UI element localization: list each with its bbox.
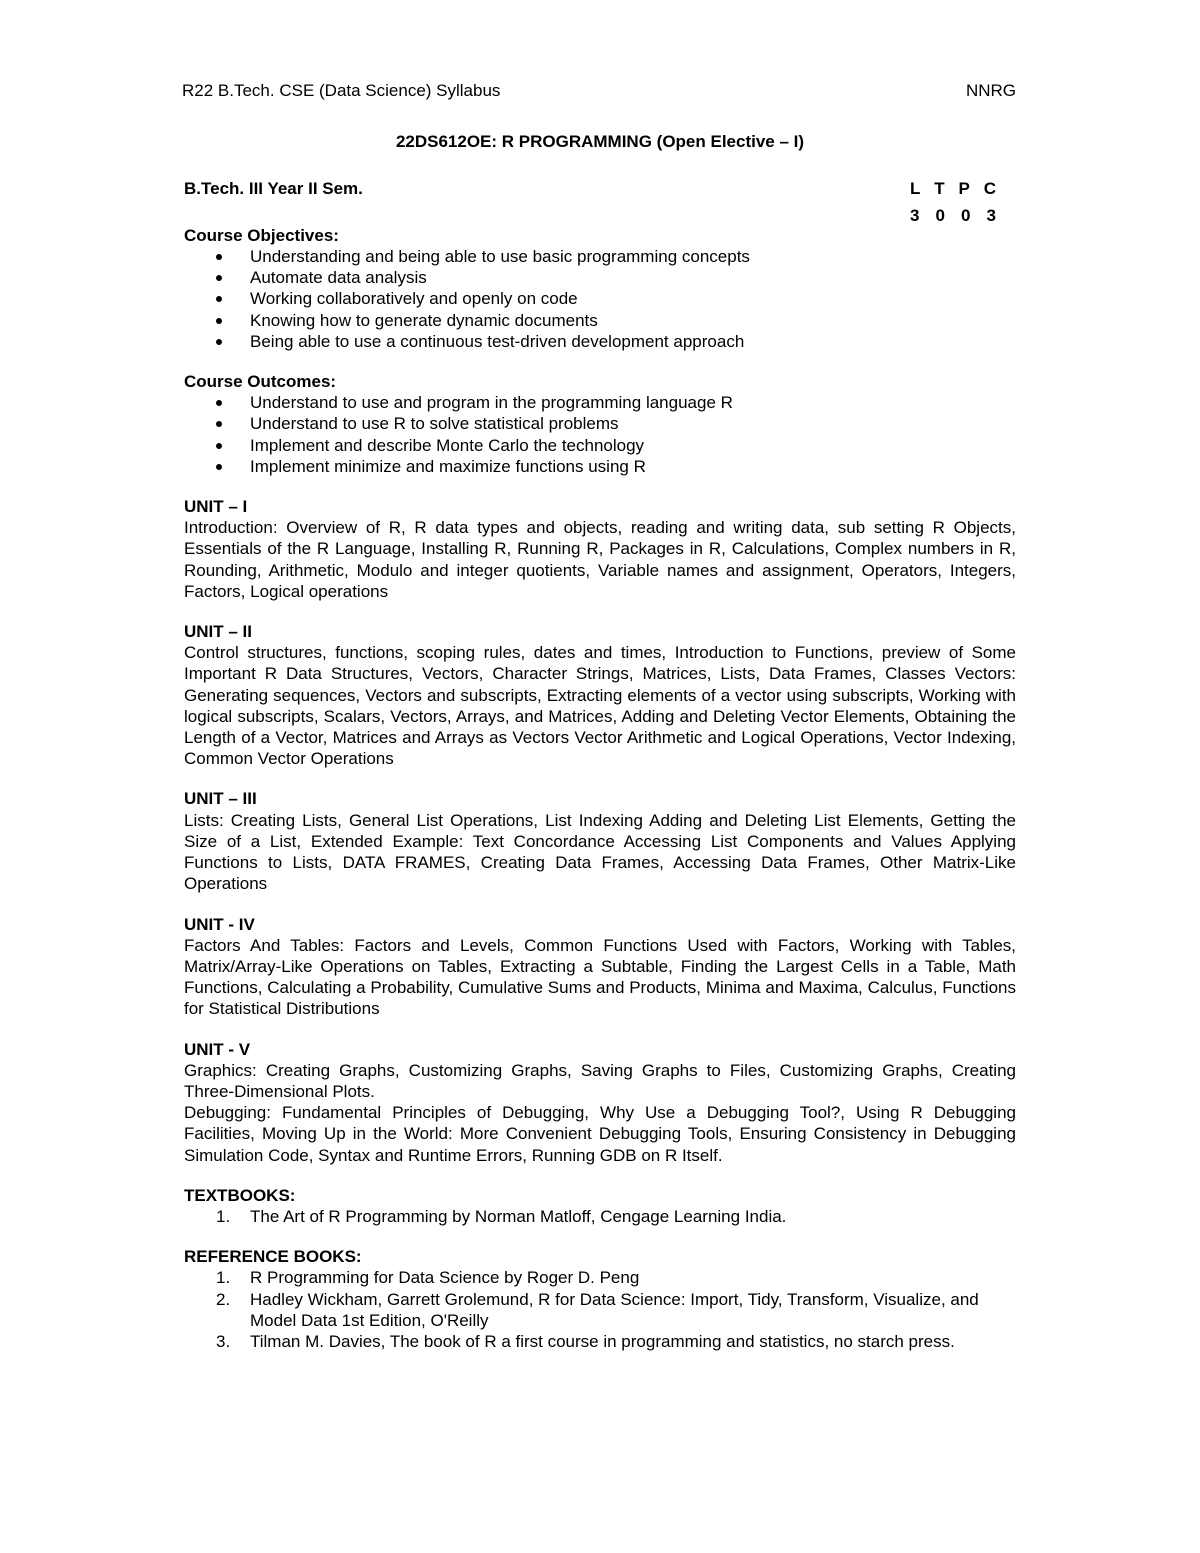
year-row [184,178,1016,225]
unit-text: Control structures, functions, scoping rules, dates and times, Introduction to Functions, preview of Some Important R Data Structures, Vectors, Character Strings, Matrices, Lists, Data Frames, Classes Vectors: Generating sequences, Vectors and subscripts, Extracting elements of a vector using subscripts, Working with logical subscripts, Scalars, Vectors, Arrays, and Matrices, Adding and Deleting Vector Elements, Obtaining the Length of a Vector, Matrices and Arrays as Vectors Vector Arithmetic and Logical Operations, Vector Indexing, Common Vector Operations [184,643,1016,769]
unit-text: Graphics: Creating Graphs, Customizing Graphs, Saving Graphs to Files, Customizing Graphs, Creating Three-Dimensional Plots. [184,1060,1016,1101]
reference-text: Hadley Wickham, Garrett Grolemund, R for Data Science: Import, Tidy, Transform, Visualize, and Model Data 1st Edition, O'Reilly [250,1289,979,1330]
reference-text: R Programming for Data Science by Roger D. Peng [250,1268,640,1288]
unit-text: Factors And Tables: Factors and Levels, Common Functions Used with Factors, Working with Tables, Matrix/Array-Like Operations on Tables, Extracting a Subtable, Finding the Largest Cells in a Table, Math Functions, Calculating a Probability, Cumulative Sums and Products, Minima and Maxima, Calculus, Functions for Statistical Distributions [184,935,1016,1019]
header-right: NNRG [965,81,1016,100]
objectives-heading: Course Objectives: [184,225,339,245]
list-item: Implement and describe Monte Carlo the technology [184,435,1016,456]
ltpc-heads [910,178,996,199]
references-list [184,1267,1016,1352]
page-header [182,80,1016,101]
list-item: 3. Tilman M. Davies, The book of R a first course in programming and statistics, no starch press. [216,1331,955,1351]
header-left: R22 B.Tech. CSE (Data Science) Syllabus [182,81,501,100]
textbooks-section [184,1185,1016,1227]
ltpc-head: L [910,179,921,199]
textbooks-heading: TEXTBOOKS: [184,1185,296,1205]
unit-5-section [184,1039,1016,1166]
course-title: 22DS612OE: R PROGRAMMING (Open Elective – I) [395,132,805,152]
list-item: Working collaboratively and openly on code [184,288,1016,309]
unit-heading: UNIT – I [184,497,248,517]
textbook-text: The Art of R Programming by Norman Matloff, Cengage Learning India. [250,1206,787,1226]
list-item: 2. Hadley Wickham, Garrett Grolemund, R for Data Science: Import, Tidy, Transform, Visualize, and Model Data 1st Edition, O'Reilly [216,1289,979,1330]
list-item: Being able to use a continuous test-driven development approach [184,331,1016,352]
list-item: Implement minimize and maximize functions using R [184,456,1016,477]
references-heading: REFERENCE BOOKS: [184,1247,362,1267]
ltpc-head: C [983,179,996,199]
unit-text: Introduction: Overview of R, R data types and objects, reading and writing data, sub setting R Objects, Essentials of the R Language, Installing R, Running R, Packages in R, Calculations, Complex numbers in R, Rounding, Arithmetic, Modulo and integer quotients, Variable names and assignment, Operators, Integers, Factors, Logical operations [184,518,1016,601]
unit-heading: UNIT – III [184,789,257,809]
reference-text: Tilman M. Davies, The book of R a first course in programming and statistics, no starch press. [250,1331,955,1351]
unit-text-debugging: Debugging: Fundamental Principles of Debugging, Why Use a Debugging Tool?, Using R Debugging Facilities, Moving Up in the World: More Convenient Debugging Tools, Ensuring Consistency in Debugging Simulation Code, Syntax and Runtime Errors, Running GDB on R Itself. [184,1103,1016,1165]
ltpc-values [910,205,996,226]
list-item: Automate data analysis [184,267,1016,288]
list-item: 1. The Art of R Programming by Norman Matloff, Cengage Learning India. [216,1206,787,1226]
ltpc-table [910,178,996,225]
ltpc-head: P [958,179,970,199]
ltpc-value: 3 [910,205,920,225]
objectives-list [184,246,1016,352]
outcomes-heading: Course Outcomes: [184,372,337,392]
ltpc-value: 3 [986,205,996,225]
list-item: Understanding and being able to use basic programming concepts [184,246,1016,267]
list-item: Understand to use and program in the programming language R [184,392,1016,413]
textbooks-list [184,1206,1016,1227]
unit-heading: UNIT - IV [184,914,255,934]
list-item: Knowing how to generate dynamic documents [184,310,1016,331]
unit-text: Lists: Creating Lists, General List Operations, List Indexing Adding and Deleting List Elements, Getting the Size of a List, Extended Example: Text Concordance Accessing List Components and Values Applying Functions to Lists, DATA FRAMES, Creating Data Frames, Accessing Data Frames, Other Matrix-Like Operations [184,810,1016,894]
ltpc-value: 0 [961,205,971,225]
unit-heading: UNIT - V [184,1039,251,1059]
outcomes-list [184,392,1016,477]
unit-2-section [184,621,1016,769]
objectives-section [184,225,1016,352]
unit-heading: UNIT – II [184,622,253,642]
list-item: 1. R Programming for Data Science by Roger D. Peng [216,1268,640,1288]
ltpc-head: T [934,179,945,199]
unit-1-section [184,496,1016,602]
unit-4-section [184,914,1016,1020]
unit-3-section [184,788,1016,894]
syllabus-page [184,80,1016,1352]
ltpc-value: 0 [935,205,945,225]
references-section [184,1246,1016,1352]
outcomes-section [184,371,1016,477]
list-item: Understand to use R to solve statistical problems [184,413,1016,434]
year-label: B.Tech. III Year II Sem. [184,179,363,199]
